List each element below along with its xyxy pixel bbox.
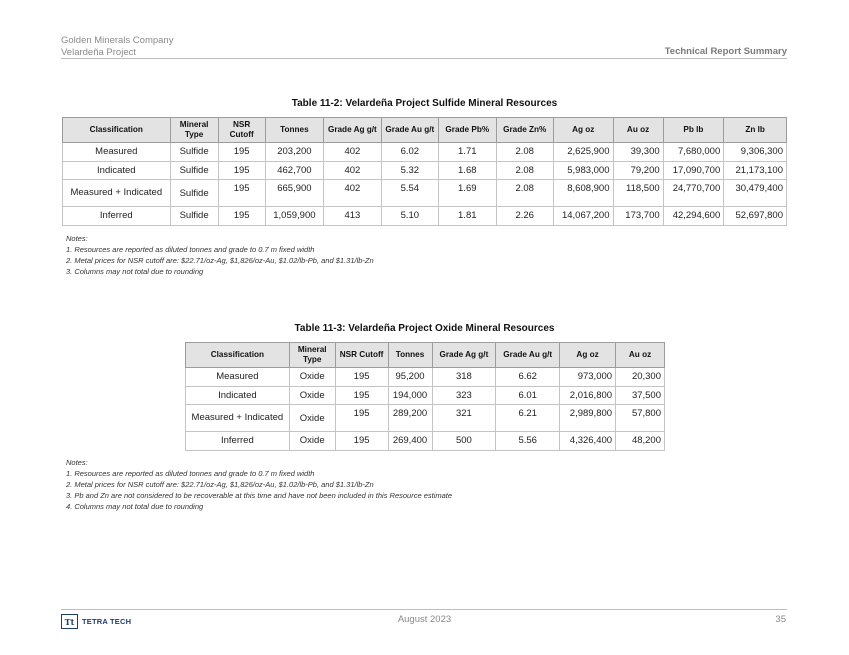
header-left (61, 35, 173, 59)
table-cell: 5.10 (381, 207, 438, 226)
footer-date: August 2023 (397, 614, 452, 625)
table-cell: 269,400 (388, 432, 432, 451)
table2-header-row (186, 343, 665, 368)
classification-cell: Inferred (186, 432, 290, 451)
table-cell: 8,608,900 (553, 180, 613, 207)
footer-divider (61, 609, 787, 610)
table-cell: 6.01 (496, 386, 560, 405)
table-cell: 2,016,800 (560, 386, 616, 405)
classification-cell: Indicated (186, 386, 290, 405)
table-cell: 1.81 (439, 207, 496, 226)
project-name: Velardeña Project (61, 47, 136, 58)
table1-col-header: Tonnes (265, 118, 324, 143)
table-row (63, 143, 787, 162)
table2-notes (66, 457, 452, 512)
table-cell: 194,000 (388, 386, 432, 405)
table-row (186, 405, 665, 432)
table1-col-header: Grade Au g/t (381, 118, 438, 143)
table1-col-header: Zn lb (724, 118, 787, 143)
table-cell: Sulfide (170, 161, 218, 180)
table-row (186, 368, 665, 387)
table-cell: Oxide (289, 405, 335, 432)
table2-body (186, 368, 665, 451)
table-cell: 1.69 (439, 180, 496, 207)
note-line: 1. Resources are reported as diluted tonnes and grade to 0.7 m fixed width (66, 469, 315, 478)
table-cell: 20,300 (616, 368, 665, 387)
classification-cell: Measured (63, 143, 171, 162)
table2-col-header: Grade Ag g/t (432, 343, 496, 368)
table2-title: Table 11-3: Velardeña Project Oxide Mineral Resources (294, 323, 555, 334)
table-cell: 48,200 (616, 432, 665, 451)
table-cell: 195 (335, 432, 388, 451)
table-cell: 195 (335, 386, 388, 405)
table-row (63, 207, 787, 226)
table-cell: 5.54 (381, 180, 438, 207)
company-name: Golden Minerals Company (61, 35, 174, 46)
table-cell: Sulfide (170, 207, 218, 226)
table-cell: 203,200 (265, 143, 324, 162)
table-cell: 14,067,200 (553, 207, 613, 226)
table-cell: 5.56 (496, 432, 560, 451)
table-cell: 21,173,100 (724, 161, 787, 180)
table-cell: 79,200 (613, 161, 663, 180)
table-cell: 323 (432, 386, 496, 405)
table-row (63, 161, 787, 180)
table-cell: 318 (432, 368, 496, 387)
table1-title: Table 11-2: Velardeña Project Sulfide Mineral Resources (291, 98, 558, 109)
table-cell: 5.32 (381, 161, 438, 180)
note-line: 3. Columns may not total due to rounding (66, 267, 204, 276)
table-cell: 195 (218, 143, 265, 162)
table-row (63, 180, 787, 207)
note-line: 1. Resources are reported as diluted tonnes and grade to 0.7 m fixed width (66, 245, 315, 254)
table-cell: 173,700 (613, 207, 663, 226)
table-cell: 1.71 (439, 143, 496, 162)
table2-col-header: Ag oz (560, 343, 616, 368)
notes-heading: Notes: (66, 234, 88, 243)
classification-cell: Measured (186, 368, 290, 387)
table-cell: 7,680,000 (663, 143, 724, 162)
table1-col-header: Classification (63, 118, 171, 143)
table-cell: 195 (218, 207, 265, 226)
table-cell: 4,326,400 (560, 432, 616, 451)
report-title: Technical Report Summary (664, 46, 787, 57)
table1-col-header: Grade Pb% (439, 118, 496, 143)
table-cell: Sulfide (170, 180, 218, 207)
table2-col-header: Grade Au g/t (496, 343, 560, 368)
note-line: 3. Pb and Zn are not considered to be recoverable at this time and have not been included in this Resource estimate (66, 491, 453, 500)
classification-cell: Inferred (63, 207, 171, 226)
note-line: 2. Metal prices for NSR cutoff are: $22.71/oz-Ag, $1,826/oz-Au, $1.02/lb-Pb, and $1.31/lb-Zn (66, 480, 374, 489)
sulfide-resources-table (62, 117, 787, 226)
table2-col-header: Tonnes (388, 343, 432, 368)
table-cell: 321 (432, 405, 496, 432)
table-cell: 95,200 (388, 368, 432, 387)
table-cell: 413 (324, 207, 381, 226)
table1-col-header: Mineral Type (170, 118, 218, 143)
table-cell: 2.08 (496, 161, 553, 180)
table-cell: 2.08 (496, 143, 553, 162)
table1-col-header: Au oz (613, 118, 663, 143)
table1-col-header: Pb lb (663, 118, 724, 143)
table-cell: 195 (335, 405, 388, 432)
table-cell: 2,989,800 (560, 405, 616, 432)
table-cell: 195 (335, 368, 388, 387)
table-cell: Sulfide (170, 143, 218, 162)
table-cell: 462,700 (265, 161, 324, 180)
table1-notes (66, 233, 374, 277)
logo-text: TETRA TECH (82, 617, 132, 626)
table-cell: 6.02 (381, 143, 438, 162)
table-cell: 30,479,400 (724, 180, 787, 207)
table-cell: Oxide (289, 386, 335, 405)
table-cell: 17,090,700 (663, 161, 724, 180)
tetra-tech-logo-icon: Tt (61, 614, 78, 629)
table-cell: 195 (218, 180, 265, 207)
notes-heading: Notes: (66, 458, 88, 467)
table-cell: 57,800 (616, 405, 665, 432)
table-cell: 665,900 (265, 180, 324, 207)
table1-col-header: Grade Zn% (496, 118, 553, 143)
table-cell: 2,625,900 (553, 143, 613, 162)
oxide-resources-table (185, 342, 665, 451)
table-cell: 5,983,000 (553, 161, 613, 180)
table-cell: 6.21 (496, 405, 560, 432)
table-row (186, 432, 665, 451)
table-cell: 195 (218, 161, 265, 180)
table-cell: 973,000 (560, 368, 616, 387)
table2-col-header: Classification (186, 343, 290, 368)
table-cell: 1.68 (439, 161, 496, 180)
table-cell: 9,306,300 (724, 143, 787, 162)
note-line: 4. Columns may not total due to rounding (66, 502, 204, 511)
table1-col-header: Ag oz (553, 118, 613, 143)
table1-col-header: NSR Cutoff (218, 118, 265, 143)
table1-col-header: Grade Ag g/t (324, 118, 381, 143)
table-row (186, 386, 665, 405)
table-cell: 42,294,600 (663, 207, 724, 226)
table2-col-header: Mineral Type (289, 343, 335, 368)
table2-col-header: NSR Cutoff (335, 343, 388, 368)
table-cell: 289,200 (388, 405, 432, 432)
table-cell: 402 (324, 180, 381, 207)
table-cell: 2.26 (496, 207, 553, 226)
table1-body (63, 143, 787, 226)
header-divider (61, 58, 787, 59)
table1-header-row (63, 118, 787, 143)
table-cell: 402 (324, 161, 381, 180)
table-cell: Oxide (289, 432, 335, 451)
table-cell: 6.62 (496, 368, 560, 387)
table-cell: Oxide (289, 368, 335, 387)
page-number: 35 (775, 614, 786, 625)
table-cell: 2.08 (496, 180, 553, 207)
table-cell: 402 (324, 143, 381, 162)
table2-col-header: Au oz (616, 343, 665, 368)
classification-cell: Indicated (63, 161, 171, 180)
table-cell: 118,500 (613, 180, 663, 207)
classification-cell: Measured + Indicated (186, 405, 290, 432)
table-cell: 39,300 (613, 143, 663, 162)
table-cell: 37,500 (616, 386, 665, 405)
table-cell: 24,770,700 (663, 180, 724, 207)
classification-cell: Measured + Indicated (63, 180, 171, 207)
table-cell: 52,697,800 (724, 207, 787, 226)
table-cell: 500 (432, 432, 496, 451)
note-line: 2. Metal prices for NSR cutoff are: $22.71/oz-Ag, $1,826/oz-Au, $1.02/lb-Pb, and $1.31/lb-Zn (66, 256, 374, 265)
table-cell: 1,059,900 (265, 207, 324, 226)
